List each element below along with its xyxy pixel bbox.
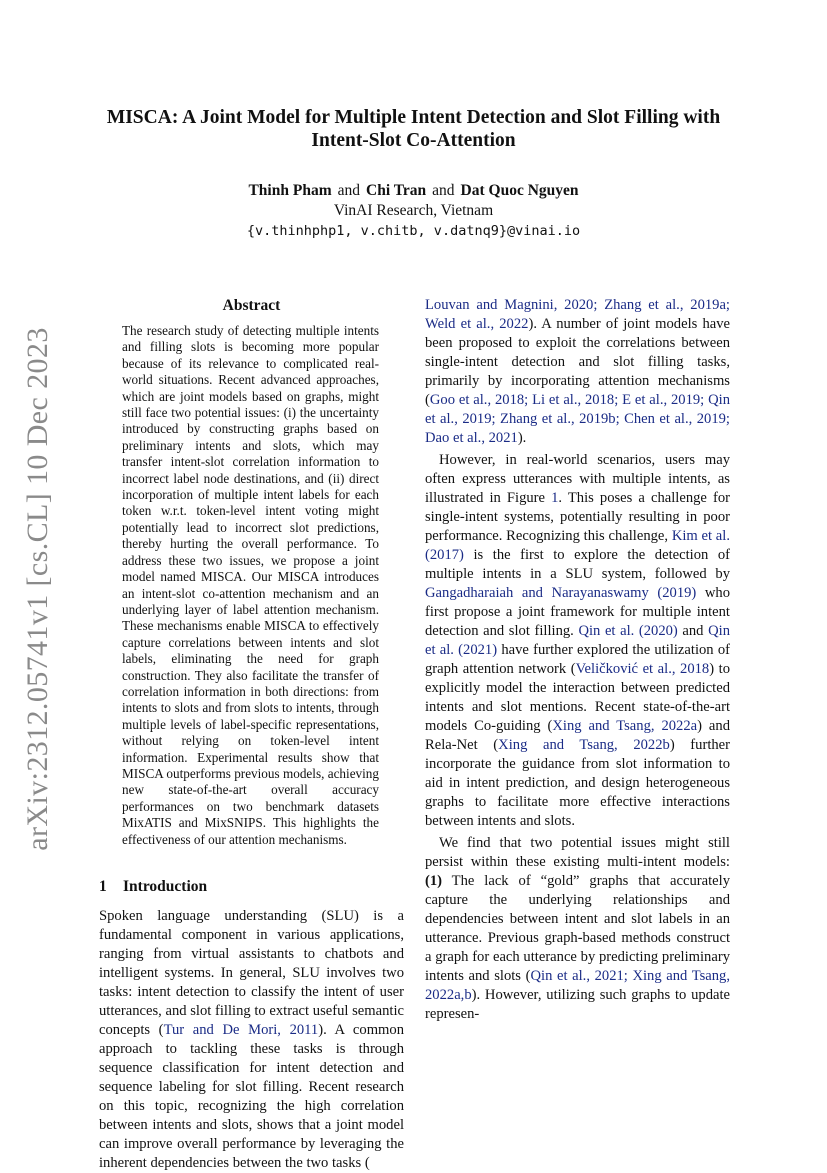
body-text: Spoken language understanding (SLU) is a fundamental component in various applications, ranging from virtual assistants to chatbots and intelligent systems. In general, SLU involves two tasks: intent detection to classify the intent of user utterances, and slot filling to extract useful semantic concepts ( [99,908,404,1038]
body-text: and [677,623,709,639]
body-text: ). [517,430,527,446]
intro-paragraph-2 [425,451,730,831]
citation-link[interactable]: Gangadharaiah and Narayanaswamy (2019) [425,585,697,601]
intro-paragraph-1-part-a [99,907,404,1173]
body-text: who first propose a joint framework for multiple intent detection and slot filling. [425,585,730,639]
citation-link[interactable]: Goo et al., 2018; Li et al., 2018; E et al., 2019; Qin et al., 2019; Zhang et al., 2019b; Chen et al., 2019; Dao et al., 2021 [425,392,730,446]
author-email[interactable]: {v.thinhphp1, v.chitb, v.datnq9}@vinai.io [246,223,581,239]
author-name: Dat Quoc Nguyen [460,182,579,199]
body-text: ) to explicitly model the interaction between predicted intents and slot mentions. Recent state-of-the-art models Co-guiding ( [425,661,730,734]
citation-link[interactable]: Qin et al. (2021) [425,623,730,658]
author-name: Thinh Pham [248,182,332,199]
citation-link[interactable]: Xing and Tsang, 2022b [498,737,670,753]
body-text: ). A number of joint models have been proposed to exploit the correlations between single-intent detection and slot filling tasks, primarily by incorporating attention mechanisms ( [425,316,730,408]
affiliation: VinAI Research, Vietnam [333,202,494,219]
paper-title: MISCA: A Joint Model for Multiple Intent Detection and Slot Filling with Intent-Slot Co-Attention [106,107,721,151]
body-text: ) and Rela-Net ( [425,718,730,753]
author-name: Chi Tran [366,182,427,199]
author-separator: and [337,182,360,199]
right-column [425,296,730,1024]
section-title: Introduction [123,878,208,895]
body-text: ) further incorporate the guidance from slot information to aid in intent prediction, and design heterogeneous graphs to facilitate more effective interactions between intents and slots. [425,737,731,829]
section-number: 1 [99,878,107,895]
abstract-text: The research study of detecting multiple intents and filling slots is becoming more popular because of its relevance to complicated real-world situations. Recent advanced approaches, which are joint models based on graphs, might still face two potential issues: (i) the uncertainty introduced by constructing graphs based on preliminary intents and slots, which may transfer intent-slot correlation information to incorrect label node destinations, and (ii) direct incorporation of multiple intent labels for each token w.r.t. token-level intent voting might potentially lead to incorrect slot predictions, thereby hurting the overall performance. To address these two issues, we propose a joint model named MISCA. Our MISCA introduces an intent-slot co-attention mechanism and an underlying layer of label attention mechanism. These mechanisms enable MISCA to effectively capture correlations between intents and slot labels, eliminating the need for graph construction. They also facilitate the transfer of correlation information in both directions: from intents to slots and from slots to intents, through multiple levels of label-specific representations, without relying on token-level intent information. Experimental results show that MISCA outperforms previous models, achieving new state-of-the-art overall accuracy performances on two benchmark datasets MixATIS and MixSNIPS. This highlights the effectiveness of our attention mechanisms. [122,323,379,847]
author-list [100,181,727,201]
body-text: is the first to explore the detection of multiple intents in a SLU system, followed by [425,547,730,582]
citation-link[interactable]: Tur and De Mori, 2011 [163,1022,319,1038]
body-text: We find that two potential issues might still persist within these existing multi-intent models: [425,835,730,870]
citation-link[interactable]: Kim et al. (2017) [425,528,730,563]
body-text: ). A common approach to tackling these tasks is through sequence classification for intent detection and sequence labeling for slot filling. Recent research on this topic, recognizing the high correlation between intents and slots, shows that a joint model can improve overall performance by leveraging the inherent dependencies between the two tasks ( [99,1022,404,1171]
section-heading-introduction [99,877,404,897]
body-text: However, in real-world scenarios, users may often express utterances with multiple intents, as illustrated in Figure [425,452,730,506]
author-separator: and [432,182,455,199]
intro-paragraph-1-part-b [425,296,730,448]
body-text: . This poses a challenge for single-intent systems, potentially resulting in poor performance. Recognizing this challenge, [425,490,731,544]
intro-paragraph-3 [425,834,730,1024]
body-text: The lack of “gold” graphs that accurately capture the underlying relationships and dependencies between intent and slot labels in an utterance. Previous graph-based methods construct a graph for each utterance by predicting preliminary intents and slots ( [425,873,730,984]
abstract-heading: Abstract [222,297,281,314]
citation-link[interactable]: Veličković et al., 2018 [575,661,710,677]
citation-link[interactable]: Qin et al. (2020) [578,623,678,639]
body-text: have further explored the utilization of graph attention network ( [425,642,730,677]
citation-link[interactable]: Louvan and Magnini, 2020; Zhang et al., 2019a; Weld et al., 2022 [425,297,730,332]
arxiv-stamp: arXiv:2312.05741v1 [cs.CL] 10 Dec 2023 [21,327,54,851]
citation-link[interactable]: Xing and Tsang, 2022a [552,718,698,734]
issue-marker: (1) [425,873,443,889]
citation-link[interactable]: Qin et al., 2021; Xing and Tsang, 2022a,b [425,968,730,1003]
body-text: ). However, utilizing such graphs to update represen- [425,987,730,1022]
figure-link[interactable]: 1 [551,490,559,506]
